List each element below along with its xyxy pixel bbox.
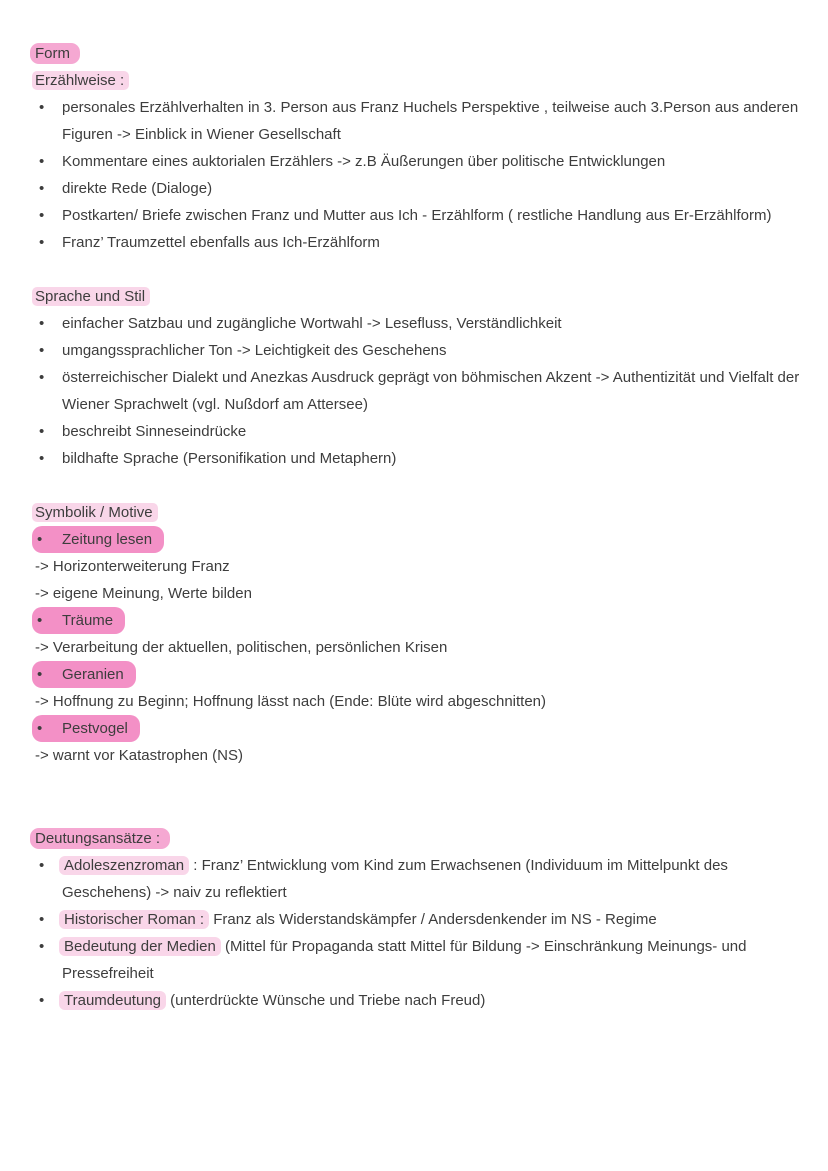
bullet-marker: • (39, 369, 45, 386)
erzaehlweise-heading-highlight: Erzählweise : (32, 71, 129, 90)
bullet-text: Kommentare eines auktorialen Erzählers -> z.B Äußerungen über politische Entwicklungen (62, 153, 666, 170)
section-form (35, 40, 807, 256)
deutung-term-rest: (unterdrückte Wünsche und Triebe nach Freud) (166, 992, 486, 1009)
deutung-bullet-list (35, 852, 807, 1014)
section-sprache-heading (35, 283, 807, 310)
bullet-text: Franz’ Traumzettel ebenfalls aus Ich-Erzählform (62, 234, 380, 251)
bullet-text: umgangssprachlicher Ton -> Leichtigkeit des Geschehens (62, 342, 447, 359)
sprache-bullet-list (35, 310, 807, 472)
bullet-item (35, 906, 807, 933)
bullet-text (62, 852, 807, 906)
motif-note: -> Hoffnung zu Beginn; Hoffnung lässt nach (Ende: Blüte wird abgeschnitten) (35, 693, 547, 710)
section-deutung (35, 825, 807, 1014)
motif-item (35, 661, 807, 688)
motif-label: Zeitung lesen (62, 531, 153, 548)
bullet-marker: • (39, 153, 45, 170)
bullet-marker: • (39, 180, 45, 197)
bullet-marker: • (39, 315, 45, 332)
bullet-item (35, 852, 807, 906)
bullet-item (35, 418, 807, 445)
bullet-text: österreichischer Dialekt und Anezkas Ausdruck geprägt von böhmischen Akzent -> Authentizität und Vielfalt der Wiener Sprachwelt (vgl. Nußdorf am Attersee) (62, 369, 800, 413)
section-form-heading (35, 40, 807, 67)
bullet-item (35, 933, 807, 987)
bullet-marker: • (37, 612, 43, 629)
motif-pill (32, 526, 164, 553)
bullet-marker: • (37, 720, 43, 737)
deutung-term-highlight: Adoleszenzroman (59, 856, 189, 875)
bullet-item (35, 445, 807, 472)
form-heading-highlight: Form (30, 43, 80, 64)
bullet-marker: • (39, 938, 45, 955)
motif-pill (32, 661, 136, 688)
motif-note: -> Horizonterweiterung Franz (35, 558, 230, 575)
motif-item (35, 607, 807, 634)
bullet-text: bildhafte Sprache (Personifikation und Metaphern) (62, 450, 397, 467)
bullet-item (35, 202, 807, 229)
motif-label: Träume (62, 612, 114, 629)
bullet-item (35, 229, 807, 256)
bullet-item (35, 337, 807, 364)
deutung-term-rest: (Mittel für Propaganda statt Mittel für Bildung -> Einschränkung Meinungs- und Pressefreiheit (62, 938, 747, 982)
motif-note: -> Verarbeitung der aktuellen, politischen, persönlichen Krisen (35, 639, 448, 656)
bullet-marker: • (39, 857, 45, 874)
sprache-heading-highlight: Sprache und Stil (32, 287, 150, 306)
bullet-marker: • (37, 666, 43, 683)
section-symbolik-heading (35, 499, 807, 526)
motif-item (35, 526, 807, 553)
bullet-item (35, 148, 807, 175)
deutung-term-highlight: Historischer Roman : (59, 910, 209, 929)
motif-label: Pestvogel (62, 720, 128, 737)
bullet-marker: • (39, 207, 45, 224)
symbolik-heading-highlight: Symbolik / Motive (32, 503, 158, 522)
deutung-term-highlight: Traumdeutung (59, 991, 166, 1010)
section-symbolik (35, 499, 807, 769)
deutung-term-rest: : Franz’ Entwicklung vom Kind zum Erwachsenen (Individuum im Mittelpunkt des Geschehens) -> naiv zu reflektiert (62, 857, 728, 901)
motif-item (35, 715, 807, 742)
section-deutung-heading (35, 825, 807, 852)
form-bullet-list (35, 94, 807, 256)
motif-label: Geranien (62, 666, 124, 683)
bullet-item (35, 175, 807, 202)
deutung-term-rest: Franz als Widerstandskämpfer / Andersdenkender im NS - Regime (209, 911, 657, 928)
bullet-text (62, 987, 807, 1014)
bullet-text: direkte Rede (Dialoge) (62, 180, 213, 197)
bullet-item (35, 987, 807, 1014)
bullet-text: einfacher Satzbau und zugängliche Wortwahl -> Lesefluss, Verständlichkeit (62, 315, 562, 332)
section-sprache (35, 283, 807, 472)
bullet-text (62, 906, 807, 933)
bullet-marker: • (39, 99, 45, 116)
bullet-marker: • (39, 234, 45, 251)
bullet-text: Postkarten/ Briefe zwischen Franz und Mutter aus Ich - Erzählform ( restliche Handlung aus Er-Erzählform) (62, 207, 772, 224)
bullet-marker: • (39, 342, 45, 359)
bullet-text: personales Erzählverhalten in 3. Person aus Franz Huchels Perspektive , teilweise auch 3.Person aus anderen Figuren -> Einblick in Wiener Gesellschaft (62, 99, 799, 143)
document-content (35, 40, 807, 1014)
motif-pill (32, 607, 125, 634)
bullet-text (62, 933, 807, 987)
bullet-marker: • (39, 423, 45, 440)
motif-note: -> eigene Meinung, Werte bilden (35, 585, 252, 602)
bullet-item (35, 310, 807, 337)
deutung-heading-highlight: Deutungsansätze : (30, 828, 170, 849)
bullet-marker: • (39, 911, 45, 928)
bullet-marker: • (39, 450, 45, 467)
motif-note: -> warnt vor Katastrophen (NS) (35, 747, 244, 764)
bullet-text: beschreibt Sinneseindrücke (62, 423, 247, 440)
section-form-subheading (35, 67, 807, 94)
deutung-term-highlight: Bedeutung der Medien (59, 937, 221, 956)
bullet-item (35, 94, 807, 148)
bullet-marker: • (39, 992, 45, 1009)
motif-pill (32, 715, 140, 742)
bullet-item (35, 364, 807, 418)
bullet-marker: • (37, 531, 43, 548)
